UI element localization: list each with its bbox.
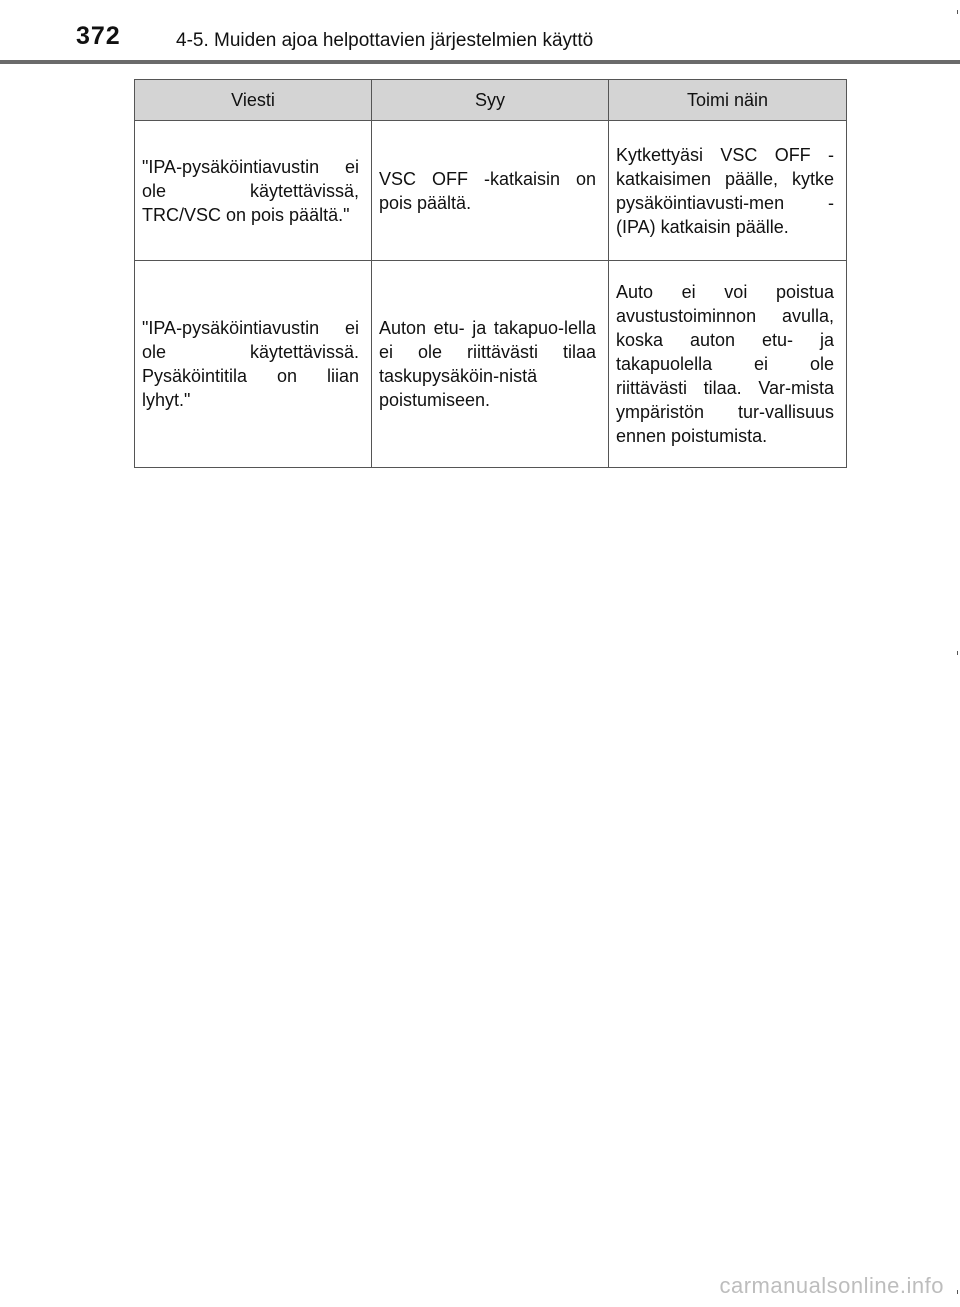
section-title: 4-5. Muiden ajoa helpottavien järjestelmien käyttö bbox=[176, 30, 594, 51]
table-row bbox=[135, 261, 847, 468]
cell-viesti: "IPA-pysäköintiavustin ei ole käytettävissä, TRC/VSC on pois päältä." bbox=[135, 121, 372, 261]
page-header bbox=[0, 0, 960, 62]
table-header-row bbox=[135, 80, 847, 121]
edge-tick-mark bbox=[957, 10, 958, 14]
cell-toimi: Auto ei voi poistua avustustoiminnon avulla, koska auton etu- ja takapuolella ei ole riittävästi tilaa. Var-mista ympäristön tur-vallisuus ennen poistumista. bbox=[609, 261, 847, 468]
cell-toimi: Kytkettyäsi VSC OFF -katkaisimen päälle, kytke pysäköintiavusti-men -(IPA) katkaisin päälle. bbox=[609, 121, 847, 261]
column-header-toimi: Toimi näin bbox=[609, 80, 847, 121]
page-number: 372 bbox=[76, 22, 121, 50]
footer-watermark: carmanualsonline.info bbox=[719, 1273, 944, 1298]
edge-tick-mark bbox=[957, 1290, 958, 1294]
column-header-syy: Syy bbox=[372, 80, 609, 121]
header-rule bbox=[0, 60, 960, 64]
message-table bbox=[134, 79, 847, 468]
table-row bbox=[135, 121, 847, 261]
column-header-viesti: Viesti bbox=[135, 80, 372, 121]
edge-tick-mark bbox=[957, 651, 958, 655]
cell-viesti: "IPA-pysäköintiavustin ei ole käytettävissä. Pysäköintitila on liian lyhyt." bbox=[135, 261, 372, 468]
cell-syy: Auton etu- ja takapuo-lella ei ole riittävästi tilaa taskupysäköin-nistä poistumiseen. bbox=[372, 261, 609, 468]
cell-syy: VSC OFF -katkaisin on pois päältä. bbox=[372, 121, 609, 261]
